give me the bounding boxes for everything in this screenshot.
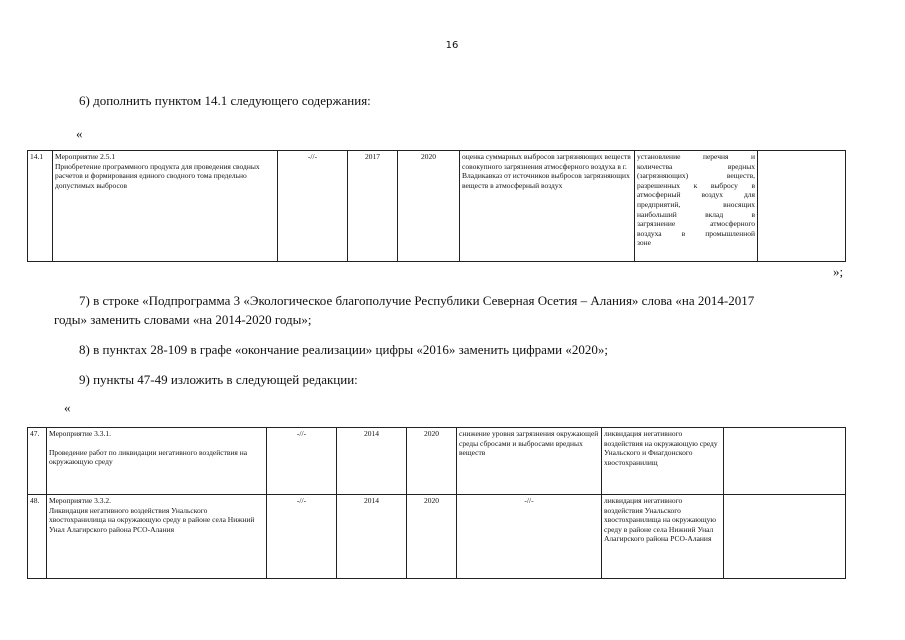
effect-line: наибольший вклад в <box>637 209 755 219</box>
open-quote-2: « <box>64 400 71 415</box>
effect-line: установление перечня и <box>637 152 755 161</box>
cell-last <box>758 151 846 262</box>
cell-executor: -//- <box>267 428 337 495</box>
name-title: Мероприятие 3.3.1. <box>49 429 111 438</box>
effect-line: разрешенных к выбросу в <box>637 180 755 190</box>
cell-start-year: 2014 <box>337 428 407 495</box>
effect-line: предприятий, вносящих <box>637 199 755 209</box>
table-item-14-1 <box>27 150 846 262</box>
cell-result: снижение уровня загрязнения окружающей среды сбросами и выбросами вредных веществ <box>457 428 602 495</box>
close-quote-1: »; <box>833 264 844 279</box>
page-number: 16 <box>445 40 459 51</box>
table-row <box>28 428 846 495</box>
table-row <box>28 495 846 579</box>
open-quote-1: « <box>76 126 83 141</box>
effect-line: атмосферный воздух для <box>637 190 755 200</box>
cell-effect: ликвидация негативного воздействия на окружающую среду Унальского и Фиагдонского хвостохранилищ <box>602 428 724 495</box>
paragraph-9: 9) пункты 47-49 изложить в следующей редакции: <box>79 372 358 387</box>
paragraph-7-line-2: годы» заменить словами «на 2014-2020 годы»; <box>54 312 312 327</box>
cell-number: 14.1 <box>28 151 53 262</box>
cell-result: оценка суммарных выбросов загрязняющих веществ совокупного загрязнения атмосферного воздуха в г. Владикавказ от источников выбросов загрязняющих веществ в атмосферный воздух <box>460 151 635 262</box>
table-row <box>28 151 846 262</box>
name-body: Проведение работ по ликвидации негативного воздействия на окружающую среду <box>49 447 248 467</box>
cell-start-year: 2017 <box>348 151 398 262</box>
cell-number: 47. <box>28 428 47 495</box>
cell-effect: ликвидация негативного воздействия Унальского хвостохранилища на окружающую среду в районе села Нижний Унал Алагирского района РСО-Алания <box>602 495 724 579</box>
cell-name <box>47 428 267 495</box>
cell-executor: -//- <box>278 151 348 262</box>
cell-last <box>724 428 846 495</box>
cell-end-year: 2020 <box>407 428 457 495</box>
cell-start-year: 2014 <box>337 495 407 579</box>
effect-line: количества вредных <box>637 161 755 171</box>
name-title: Мероприятие 3.3.2. <box>49 496 111 505</box>
cell-name <box>47 495 267 579</box>
paragraph-6: 6) дополнить пунктом 14.1 следующего содержания: <box>79 93 371 108</box>
paragraph-8: 8) в пунктах 28-109 в графе «окончание реализации» цифры «2016» заменить цифрами «2020»; <box>79 342 608 357</box>
effect-line: загрязнение атмосферного <box>637 219 755 229</box>
effect-line: (загрязняющих) веществ, <box>637 171 755 181</box>
table-items-47-48 <box>27 427 846 579</box>
cell-effect <box>635 151 758 262</box>
cell-end-year: 2020 <box>398 151 460 262</box>
cell-result: -//- <box>457 495 602 579</box>
cell-name: Мероприятие 2.5.1 Приобретение программного продукта для проведения сводных расчетов и формирования единого сводного тома предельно допустимых выбросов <box>53 151 278 262</box>
effect-line: воздуха в промышленной <box>637 228 755 238</box>
cell-executor: -//- <box>267 495 337 579</box>
cell-number: 48. <box>28 495 47 579</box>
cell-end-year: 2020 <box>407 495 457 579</box>
paragraph-7-line-1: 7) в строке «Подпрограмма 3 «Экологическое благополучие Республики Северная Осетия – Алания» слова «на 2014-2017 <box>79 293 755 308</box>
effect-line: зоне <box>637 238 652 248</box>
name-body: Ликвидация негативного воздействия Унальского хвостохранилища на окружающую среду в районе села Нижний Унал Алагирского района РСО-Алания <box>49 505 255 534</box>
cell-last <box>724 495 846 579</box>
